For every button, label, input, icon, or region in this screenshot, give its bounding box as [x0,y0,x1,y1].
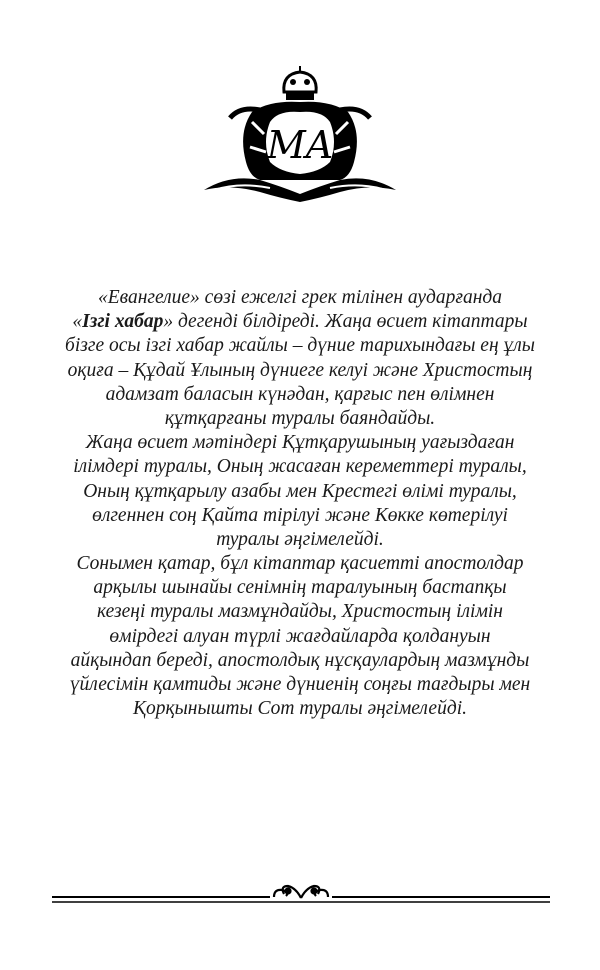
text-line: Қорқынышты Сот туралы әңгімелейді. [133,698,467,720]
crown-icon [284,66,316,100]
text-line: Жаңа өсиет мәтіндері Құтқарушының уағыздаған [85,432,515,454]
text-line: «Ізгі хабар» дегенді білдіреді. Жаңа өсиет кітаптары [72,311,528,333]
text-line: кезеңі туралы мазмұндайды, Христостың ілімін [97,601,503,623]
flourish-icon [270,886,332,898]
bold-term: Ізгі хабар [82,311,164,333]
text-line: өлгеннен соң Қайта тірілуі және Көкке көтерілуі [92,504,508,526]
text-line: Сонымен қатар, бұл кітаптар қасиетті апостолдар [76,553,524,575]
text-line: адамзат баласын күнәдан, қарғыс пен өлімнен [105,383,495,405]
text-line: туралы әңгімелейді. [216,528,384,550]
text-line: бізге осы ізгі хабар жайлы – дүние тарихындағы ең ұлы [65,335,535,357]
ornamental-divider [52,880,550,906]
text-line: ілімдері туралы, Оның жасаған кереметтері туралы, [73,456,527,478]
text-line: арқылы шынайы сенімнің таралуының бастапқы [93,577,507,599]
text-line: оқиға – Құдай Ұлының дүниеге келуі және Христостың [67,359,533,381]
text-line: айқындап береді, апостолдық нұсқаулардың мазмұнды [70,649,530,671]
text-line: үйлесімін қамтиды және дүниенің соңғы тағдыры мен [69,674,531,695]
body-text [40,286,560,721]
text-line: Оның құтқарылу азабы мен Крестегі өлімі туралы, [83,480,517,502]
monogram-text: MA [266,123,334,167]
crown-monogram-emblem [200,62,400,210]
text-line: құтқарғаны туралы баяндайды. [164,407,436,429]
text-line: «Евангелие» сөзі ежелгі грек тілінен аударғанда [97,287,503,308]
text-line: өмірдегі алуан түрлі жағдайларда қолдануын [109,625,491,647]
